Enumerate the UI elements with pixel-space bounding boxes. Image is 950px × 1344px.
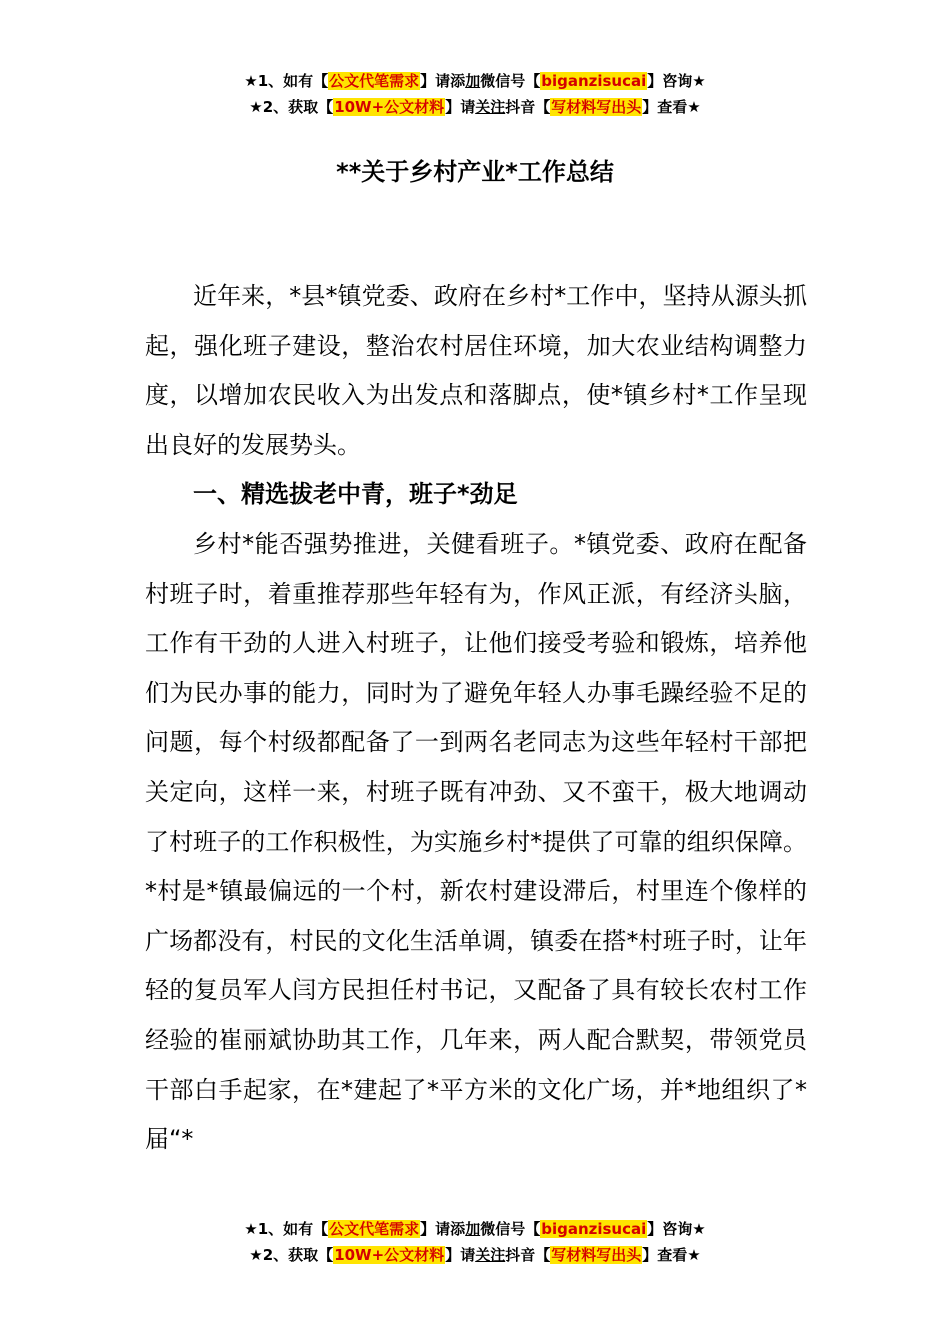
promo-text: ★2、获取【 [249, 98, 334, 116]
promo-text: ★1、如有【 [244, 1220, 329, 1238]
promo-douyin-name: 写材料写出头 [551, 98, 642, 116]
promo-underlined-text: 关注 [475, 98, 506, 116]
body-paragraph: 乡村*能否强势推进，关健看班子。*镇党委、政府在配备村班子时，着重推荐那些年轻有为，作风正派，有经济头脑，工作有干劲的人进入村班子，让他们接受考验和锻炼，培养他们为民办事的能力，同时为了避免年轻人办事毛躁经验不足的问题，每个村级都配备了一到两名老同志为这些年轻村干部把关定向，这样一来，村班子既有冲劲、又不蛮干，极大地调动了村班子的工作积极性，为实施乡村*提供了可靠的组织保障。*村是*镇最偏远的一个村，新农村建设滞后，村里连个像样的广场都没有，村民的文化生活单调，镇委在搭*村班子时，让年轻的复员军人闫方民担任村书记，又配备了具有较长农村工作经验的崔丽斌协助其工作，几年来，两人配合默契，带领党员干部白手起家，在*建起了*平方米的文化广场，并*地组织了*届“* [145, 529, 807, 1154]
document-body [145, 272, 807, 1165]
section-heading: 一、精选拔老中青，班子*劲足 [193, 480, 518, 509]
promo-text: ★2、获取【 [249, 1246, 334, 1264]
document-title: **关于乡村产业*工作总结 [336, 158, 614, 186]
promo-underlined-text: 加 [465, 72, 481, 90]
promo-text: 】请 [445, 98, 476, 116]
promo-line-2 [0, 1242, 950, 1268]
promo-highlight: 公文代笔需求 [329, 72, 420, 90]
promo-line-1 [0, 1216, 950, 1242]
promo-text: 抖音【 [505, 1246, 551, 1264]
promo-highlight: 10W+公文材料 [334, 98, 445, 116]
promo-text: 】请添 [420, 72, 466, 90]
promo-text: 】查看★ [642, 98, 701, 116]
footer-promo-banner [0, 1216, 950, 1268]
promo-highlight: 公文代笔需求 [329, 1220, 420, 1238]
promo-line-1 [0, 68, 950, 94]
promo-wechat-id: biganzisucai [541, 72, 647, 90]
body-paragraph: 近年来，*县*镇党委、政府在乡村*工作中，坚持从源头抓起，强化班子建设，整治农村居住环境，加大农业结构调整力度，以增加农民收入为出发点和落脚点，使*镇乡村*工作呈现出良好的发展势头。 [145, 282, 807, 459]
promo-text: 抖音【 [505, 98, 551, 116]
promo-text: 】请 [445, 1246, 476, 1264]
header-promo-banner [0, 68, 950, 120]
promo-text: 】请添 [420, 1220, 466, 1238]
promo-text: 】查看★ [642, 1246, 701, 1264]
promo-wechat-id: biganzisucai [541, 1220, 647, 1238]
promo-highlight: 10W+公文材料 [334, 1246, 445, 1264]
promo-text: 微信号【 [480, 72, 541, 90]
promo-underlined-text: 关注 [475, 1246, 506, 1264]
promo-underlined-text: 加 [465, 1220, 481, 1238]
promo-text: 】咨询★ [647, 1220, 706, 1238]
promo-douyin-name: 写材料写出头 [551, 1246, 642, 1264]
promo-text: 微信号【 [480, 1220, 541, 1238]
promo-line-2 [0, 94, 950, 120]
promo-text: 】咨询★ [647, 72, 706, 90]
promo-text: ★1、如有【 [244, 72, 329, 90]
